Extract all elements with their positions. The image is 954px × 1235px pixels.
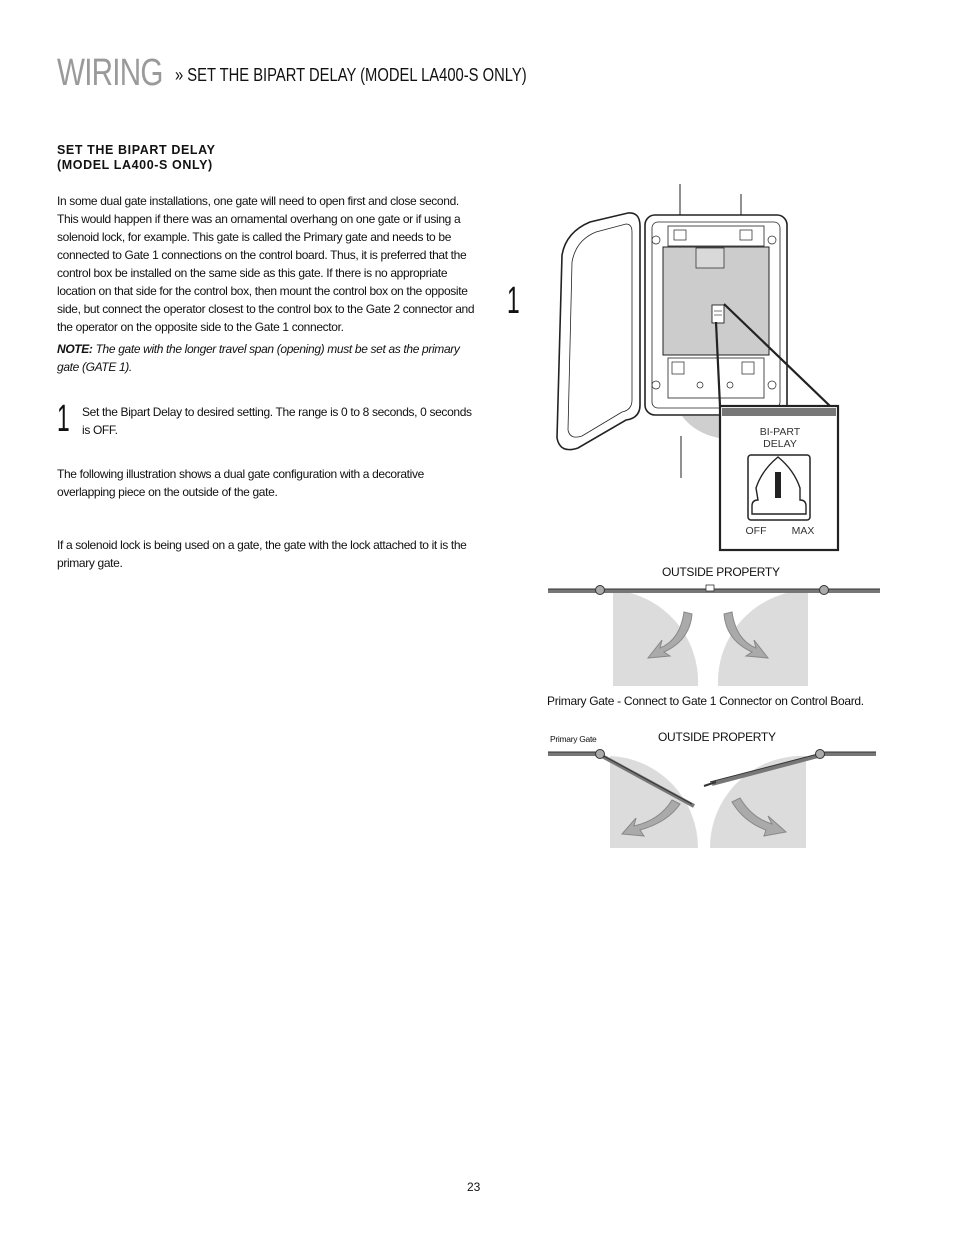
section-title-line1: SET THE BIPART DELAY [57, 143, 216, 157]
header-subtitle: » SET THE BIPART DELAY (MODEL LA400-S ONLY) [174, 65, 527, 85]
outside-property-label-1: OUTSIDE PROPERTY [662, 565, 780, 579]
section-title-line2: (MODEL LA400-S ONLY) [57, 158, 213, 172]
page-number: 23 [467, 1180, 481, 1194]
header-title: WIRING [57, 52, 163, 94]
dial-off-label: OFF [745, 525, 767, 537]
figure-caption: Primary Gate - Connect to Gate 1 Connector on Control Board. [547, 694, 864, 708]
note-text: The gate with the longer travel span (opening) must be set as the primary gate (GATE 1). [57, 342, 460, 374]
note-label: NOTE: [57, 342, 93, 356]
dial-title-line1: BI-PART [759, 426, 801, 438]
primary-gate-label: Primary Gate [550, 734, 597, 744]
step-text: Set the Bipart Delay to desired setting. The range is 0 to 8 seconds, 0 seconds is OFF. [82, 405, 472, 437]
figure-step-number: 1 [507, 280, 520, 322]
illustration-paragraph: The following illustration shows a dual gate configuration with a decorative overlapping piece on the outside of the gate. [57, 467, 424, 499]
dial-title-line2: DELAY [763, 438, 797, 450]
outside-property-label-2: OUTSIDE PROPERTY [658, 730, 776, 744]
dial-max-label: MAX [791, 525, 815, 537]
step-number: 1 [57, 398, 70, 440]
intro-paragraph: In some dual gate installations, one gate will need to open first and close second. This would happen if there was an ornamental overhang on one gate or if using a solenoid lock, for example. This gate is called the Primary gate and needs to be connected to Gate 1 connections on the control board. Thus, it is preferred that the control box be installed on the same side as this gate. If there is no appropriate location on that side for the control box, then mount the control box on the opposite side, but connect the operator closest to the control box to the Gate 2 connector and the operator on the opposite side to the Gate 1 connector. [57, 194, 475, 334]
solenoid-paragraph: If a solenoid lock is being used on a gate, the gate with the lock attached to it is the primary gate. [57, 538, 467, 570]
